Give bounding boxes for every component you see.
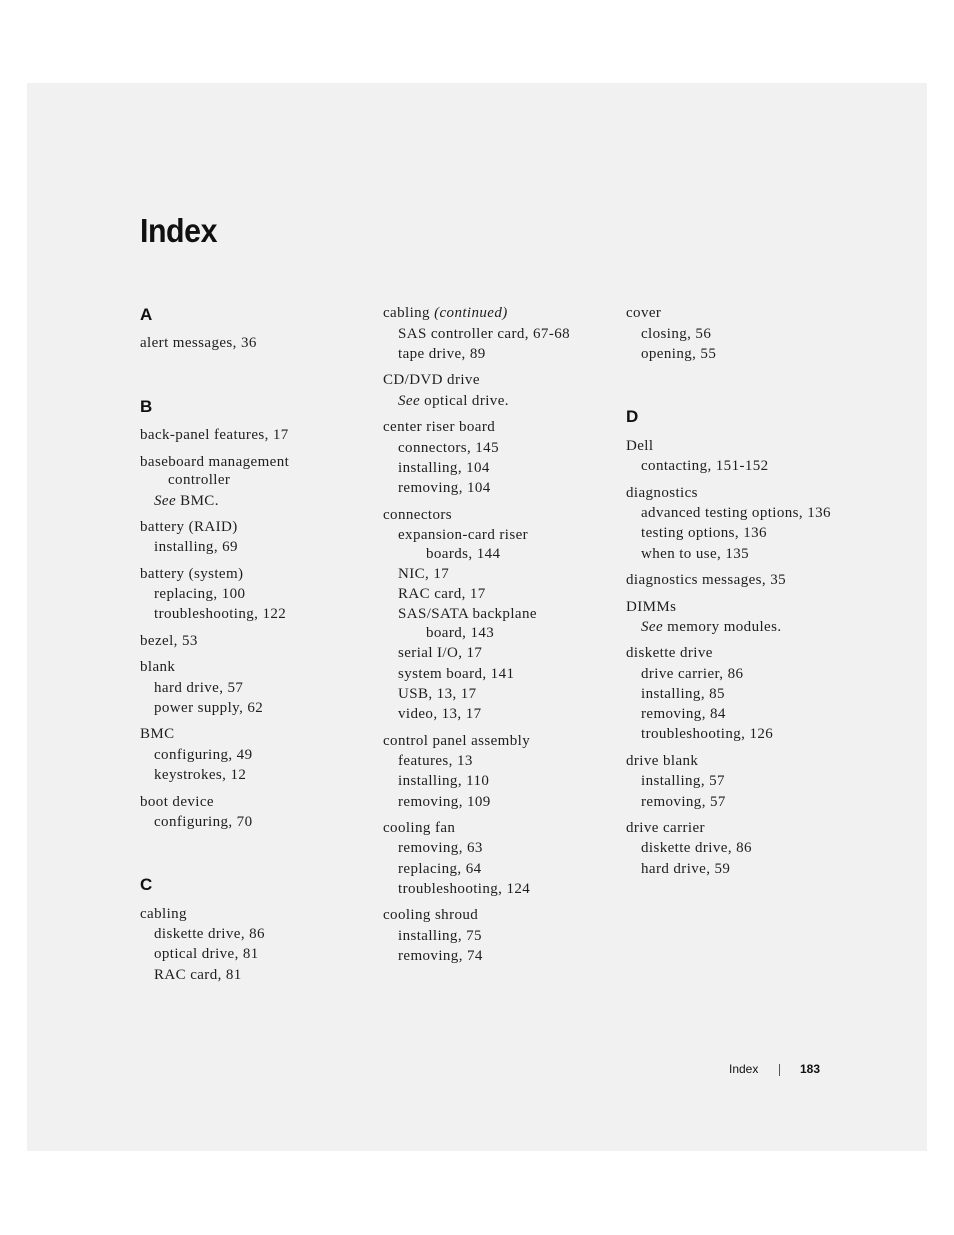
index-entry: cover <box>626 305 662 321</box>
index-entry: baseboard management <box>140 454 290 470</box>
index-entry: center riser board <box>383 419 496 435</box>
letter-heading-d: D <box>626 407 639 426</box>
index-subentry: troubleshooting, 124 <box>398 881 531 897</box>
index-entry: control panel assembly <box>383 733 531 749</box>
index-subentry: replacing, 100 <box>154 586 246 602</box>
index-see-reference <box>398 392 509 410</box>
index-subentry: installing, 69 <box>154 539 238 555</box>
see-label: See <box>398 393 421 409</box>
index-entry: battery (RAID) <box>140 519 238 535</box>
index-subentry: expansion-card riser <box>398 527 529 543</box>
index-subentry: drive carrier, 86 <box>641 666 744 682</box>
letter-heading-a: A <box>140 305 153 324</box>
index-subentry: installing, 110 <box>398 773 490 789</box>
continued-label: (continued) <box>434 305 508 321</box>
index-subentry: installing, 104 <box>398 460 490 476</box>
index-subentry: troubleshooting, 122 <box>154 606 287 622</box>
footer-divider <box>779 1064 780 1076</box>
index-entry: bezel, 53 <box>140 633 198 649</box>
index-entry: BMC <box>140 726 175 742</box>
index-entry: alert messages, 36 <box>140 335 257 351</box>
index-subentry: diskette drive, 86 <box>641 840 752 856</box>
index-entry: cabling <box>140 906 187 922</box>
index-subentry: troubleshooting, 126 <box>641 726 774 742</box>
index-subentry: closing, 56 <box>641 326 712 342</box>
letter-heading-c: C <box>140 875 153 894</box>
index-entry <box>383 304 508 322</box>
index-subentry: installing, 85 <box>641 686 725 702</box>
index-subentry: removing, 104 <box>398 480 491 496</box>
index-subentry: removing, 74 <box>398 948 483 964</box>
index-entry: DIMMs <box>626 599 677 615</box>
index-subentry: removing, 109 <box>398 794 491 810</box>
index-entry: back-panel features, 17 <box>140 427 289 443</box>
index-subentry: removing, 84 <box>641 706 726 722</box>
index-subentry: contacting, 151-152 <box>641 458 769 474</box>
index-subentry: hard drive, 59 <box>641 861 731 877</box>
see-target: memory modules. <box>663 619 782 635</box>
index-subentry: configuring, 70 <box>154 814 253 830</box>
see-target: optical drive. <box>420 393 509 409</box>
letter-heading-b: B <box>140 397 153 416</box>
index-subentry: SAS/SATA backplane <box>398 606 537 622</box>
index-entry: drive carrier <box>626 820 705 836</box>
index-subentry: NIC, 17 <box>398 566 450 582</box>
index-entry: CD/DVD drive <box>383 372 480 388</box>
index-entry: drive blank <box>626 753 699 769</box>
index-entry: battery (system) <box>140 566 244 582</box>
index-subentry: power supply, 62 <box>154 700 264 716</box>
index-subentry: configuring, 49 <box>154 747 253 763</box>
index-subentry: installing, 75 <box>398 928 482 944</box>
page-title: Index <box>140 212 218 249</box>
index-subentry: serial I/O, 17 <box>398 645 483 661</box>
index-see-reference <box>641 618 781 636</box>
index-subentry: keystrokes, 12 <box>154 767 247 783</box>
index-see-reference <box>154 492 219 510</box>
index-entry: Dell <box>626 438 654 454</box>
index-subentry: testing options, 136 <box>641 525 767 541</box>
index-entry: cooling shroud <box>383 907 479 923</box>
index-subentry: installing, 57 <box>641 773 725 789</box>
page-number: 183 <box>800 1062 821 1076</box>
index-subentry: RAC card, 81 <box>154 967 242 983</box>
index-subentry: USB, 13, 17 <box>398 686 477 702</box>
index-subentry: removing, 57 <box>641 794 726 810</box>
index-subentry: advanced testing options, 136 <box>641 505 831 521</box>
index-entry: blank <box>140 659 176 675</box>
index-entry-continuation: controller <box>168 472 231 488</box>
index-subentry: system board, 141 <box>398 666 515 682</box>
index-subentry-continuation: boards, 144 <box>426 546 501 562</box>
index-entry: connectors <box>383 507 452 523</box>
index-subentry: when to use, 135 <box>641 546 750 562</box>
index-subentry: optical drive, 81 <box>154 946 259 962</box>
footer-section-label: Index <box>729 1062 759 1076</box>
index-subentry: removing, 63 <box>398 840 483 856</box>
index-subentry: features, 13 <box>398 753 473 769</box>
see-label: See <box>641 619 664 635</box>
index-entry: diskette drive <box>626 645 713 661</box>
index-entry: boot device <box>140 794 214 810</box>
index-entry: diagnostics messages, 35 <box>626 572 786 588</box>
entry-text: cabling <box>383 305 435 321</box>
index-subentry: connectors, 145 <box>398 440 499 456</box>
index-subentry: video, 13, 17 <box>398 706 482 722</box>
index-subentry: replacing, 64 <box>398 861 482 877</box>
index-subentry: SAS controller card, 67-68 <box>398 326 571 342</box>
index-subentry: hard drive, 57 <box>154 680 244 696</box>
index-subentry: tape drive, 89 <box>398 346 486 362</box>
index-subentry: opening, 55 <box>641 346 717 362</box>
index-entry: diagnostics <box>626 485 698 501</box>
index-entry: cooling fan <box>383 820 456 836</box>
see-label: See <box>154 493 177 509</box>
see-target: BMC. <box>176 493 219 509</box>
index-subentry: diskette drive, 86 <box>154 926 265 942</box>
index-subentry: RAC card, 17 <box>398 586 486 602</box>
index-subentry-continuation: board, 143 <box>426 625 495 641</box>
